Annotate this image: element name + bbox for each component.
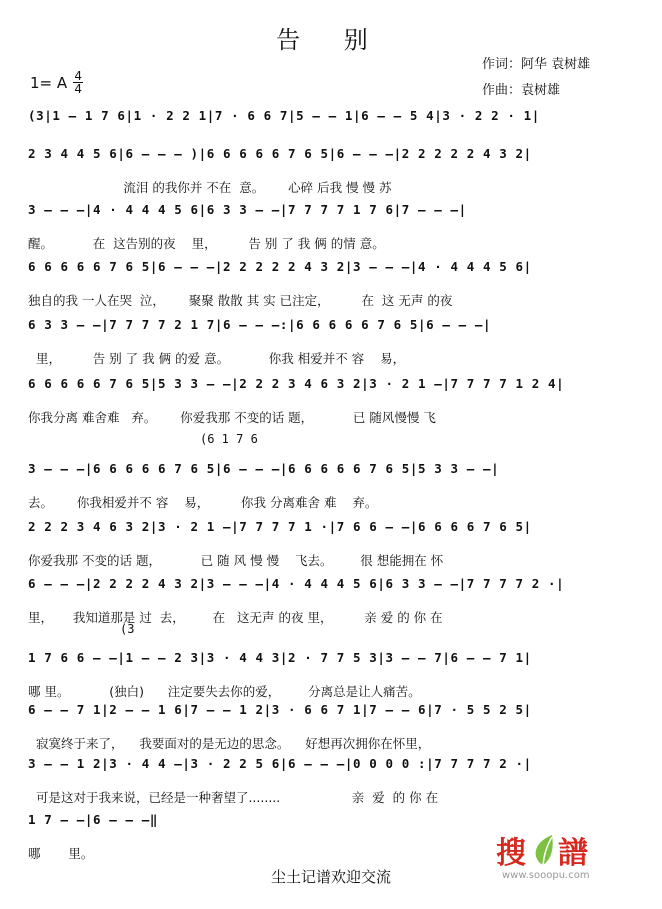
key-label: 1= A bbox=[30, 73, 68, 92]
notation-line: 2 2 2 3 4 6 3 2|3 · 2 1 –|7 7 7 7 1 ·|7 6 6 – –|6 6 6 6 7 6 5| bbox=[28, 519, 532, 534]
notation-line: 6 – – 7 1|2 – – 1 6|7 – – 1 2|3 · 6 6 7 1|7 – – 6|7 · 5 5 2 5| bbox=[28, 702, 532, 717]
lyric-line: 去。 你我相爱并不 容 易， 你我 分离难舍 难 弃。 bbox=[28, 495, 378, 510]
footer-note: 尘土记谱欢迎交流 bbox=[270, 868, 391, 886]
lyric-line: 你我分离 难舍难 弃。 你爱我那 不变的话 题， 已 随风慢慢 飞 bbox=[28, 410, 436, 425]
notation-line: 1 7 – –|6 – – –‖ bbox=[28, 812, 159, 827]
score-system bbox=[28, 376, 640, 426]
score-system bbox=[28, 461, 640, 511]
meter-bottom: 4 bbox=[74, 82, 82, 96]
lyricist: 作词：阿华 袁树雄 bbox=[482, 57, 591, 72]
lyric-line: 哪 里。 bbox=[28, 846, 94, 861]
score-system bbox=[28, 650, 640, 700]
composer: 作曲：袁树雄 bbox=[482, 83, 561, 98]
key-signature bbox=[30, 70, 83, 95]
notation-line: 3 – – 1 2|3 · 4 4 –|3 · 2 2 5 6|6 – – –|0 0 0 0 :|7 7 7 7 2 ·| bbox=[28, 756, 532, 771]
notation-line: 6 3 3 – –|7 7 7 7 2 1 7|6 – – –:|6 6 6 6 6 7 6 5|6 – – –| bbox=[28, 317, 492, 332]
score-system bbox=[28, 702, 640, 752]
score-system bbox=[28, 202, 640, 252]
score-system bbox=[28, 756, 640, 806]
notation-line: 2 3 4 4 5 6|6 – – – )|6 6 6 6 6 7 6 5|6 – – –|2 2 2 2 2 4 3 2| bbox=[28, 146, 532, 161]
lyric-line: 可是这对于我来说，已经是一种奢望了........ 亲 爱 的 你 在 bbox=[28, 790, 439, 805]
page-title: 告 别 bbox=[276, 26, 386, 54]
notation-line: 6 6 6 6 6 7 6 5|6 – – –|2 2 2 2 2 4 3 2|3 – – –|4 · 4 4 4 5 6| bbox=[28, 259, 532, 274]
notation-line: 6 – – –|2 2 2 2 4 3 2|3 – – –|4 · 4 4 4 5 6|6 3 3 – –|7 7 7 7 2 ·| bbox=[28, 576, 565, 591]
alt-notation: (3 bbox=[120, 622, 135, 636]
lyric-line: 你爱我那 不变的话 题， 已 随 风 慢 慢 飞去。 很 想能拥在 怀 bbox=[28, 553, 444, 568]
notation-line: 3 – – –|4 · 4 4 4 5 6|6 3 3 – –|7 7 7 7 1 7 6|7 – – –| bbox=[28, 202, 467, 217]
logo-url: www.sooopu.com bbox=[502, 870, 590, 881]
notation-line: 6 6 6 6 6 7 6 5|5 3 3 – –|2 2 2 3 4 6 3 2|3 · 2 1 –|7 7 7 7 1 2 4| bbox=[28, 376, 565, 391]
lyric-line: 哪 里。 (独白) 注定要失去你的爱， 分离总是让人痛苦。 bbox=[28, 684, 421, 699]
meter-top: 4 bbox=[74, 69, 82, 83]
notation-line: 3 – – –|6 6 6 6 6 7 6 5|6 – – –|6 6 6 6 6 7 6 5|5 3 3 – –| bbox=[28, 461, 500, 476]
score-system bbox=[28, 317, 640, 367]
score-system bbox=[28, 146, 640, 196]
credits bbox=[482, 52, 590, 104]
lyric-line: 里， 我知道那是 过 去， 在 这无声 的夜 里， 亲 爱 的 你 在 bbox=[28, 610, 443, 625]
time-signature bbox=[73, 70, 83, 95]
score-system bbox=[28, 259, 640, 309]
notation-line: 1 7 6 6 – –|1 – – 2 3|3 · 4 4 3|2 · 7 7 5 3|3 – – 7|6 – – 7 1| bbox=[28, 650, 532, 665]
alt-notation: (6 1 7 6 bbox=[200, 432, 258, 446]
lyric-line: 独自的我 一人在哭 泣， 聚聚 散散 其 实 已注定， 在 这 无声 的夜 bbox=[28, 293, 453, 308]
score-system bbox=[28, 576, 640, 626]
notation-line: (3|1 – 1 7 6|1 · 2 2 1|7 · 6 6 7|5 – – 1|6 – – 5 4|3 · 2 2 · 1| bbox=[28, 108, 540, 123]
leaf-icon bbox=[530, 833, 556, 867]
lyric-line: 流泪 的我你并 不在 意。 心碎 后我 慢 慢 苏 bbox=[28, 180, 392, 195]
logo-char-right: 譜 bbox=[558, 836, 590, 871]
score-system bbox=[28, 519, 640, 569]
logo-char-left: 搜 bbox=[496, 836, 528, 871]
lyric-line: 寂寞终于来了， 我要面对的是无边的思念。 好想再次拥你在怀里， bbox=[28, 736, 431, 751]
lyric-line: 醒。 在 这告别的夜 里， 告 别 了 我 俩 的情 意。 bbox=[28, 236, 385, 251]
lyric-line: 里， 告 别 了 我 俩 的爱 意。 你我 相爱并不 容 易， bbox=[28, 351, 406, 366]
